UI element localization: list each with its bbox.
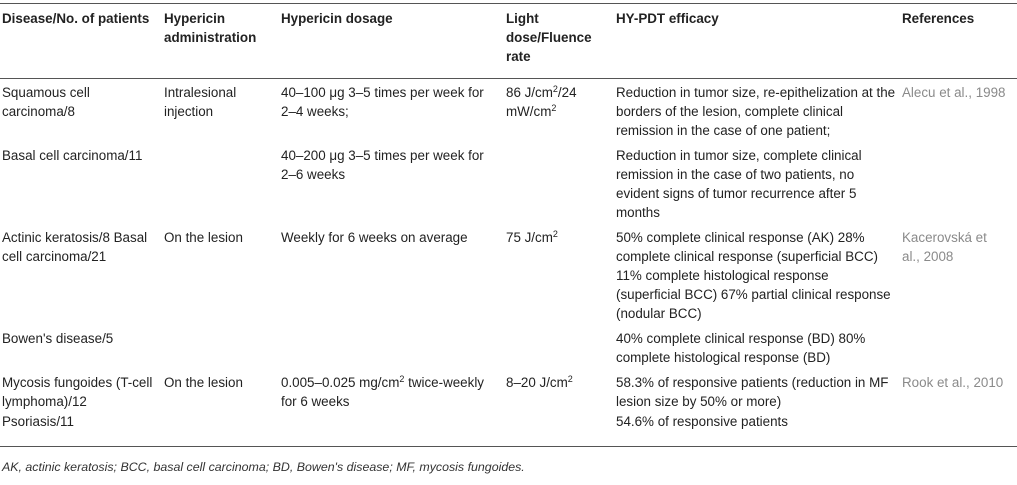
column-header: Light dose/Fluence rate: [506, 11, 592, 64]
dosage-text: twice-weekly for 6 weeks: [281, 375, 484, 409]
light-dose-cell: [506, 411, 616, 431]
efficacy-cell: 40% complete clinical response (BD) 80% complete histological response (BD): [616, 331, 866, 365]
reference-cell: [902, 411, 1014, 431]
disease-cell: Bowen's disease/5: [2, 331, 114, 346]
light-dose-cell: [506, 222, 616, 323]
disease-cell: Psoriasis/11: [2, 414, 74, 429]
light-dose-cell: [506, 323, 616, 367]
table-row: [2, 222, 1014, 323]
administration-cell: [164, 323, 281, 367]
superscript: 2: [551, 103, 557, 113]
bottom-rule: [0, 446, 1017, 447]
light-dose-text: 8–20 J/cm: [506, 375, 568, 390]
dosage-cell: [281, 411, 506, 431]
disease-cell: Squamous cell carcinoma/8: [2, 85, 90, 119]
disease-cell: Actinic keratosis/8 Basal cell carcinoma/21: [2, 230, 148, 264]
dosage-cell: 40–200 μg 3–5 times per week for 2–6 weeks: [281, 148, 484, 182]
superscript: 2: [552, 229, 558, 239]
administration-cell: On the lesion: [164, 375, 243, 390]
column-header: Hypericin dosage: [281, 11, 393, 26]
dosage-cell: Weekly for 6 weeks on average: [281, 230, 468, 245]
dosage-cell: [281, 323, 506, 367]
column-header: Hypericin administration: [164, 11, 257, 45]
light-dose-cell: [506, 78, 616, 140]
table-row: [2, 367, 1014, 411]
efficacy-cell: 58.3% of responsive patients (reduction in MF lesion size by 50% or more): [616, 375, 889, 409]
header-row: [2, 9, 1014, 78]
table-footnote: AK, actinic keratosis; BCC, basal cell carcinoma; BD, Bowen's disease; MF, mycosis fungoides.: [2, 460, 525, 474]
administration-cell: [164, 140, 281, 222]
reference-cell: [902, 323, 1014, 367]
dosage-cell: [281, 367, 506, 411]
hypericin-pdt-table: [2, 9, 1014, 431]
light-dose-text: 75 J/cm: [506, 230, 553, 245]
column-header: References: [902, 11, 975, 26]
reference-cell: [902, 140, 1014, 222]
light-dose-cell: [506, 367, 616, 411]
superscript: 2: [399, 374, 405, 384]
disease-cell: Mycosis fungoides (T-cell lymphoma)/12: [2, 375, 153, 409]
reference-cell: Kacerovská et al., 2008: [902, 230, 987, 264]
reference-cell: Alecu et al., 1998: [902, 85, 1006, 100]
superscript: 2: [552, 84, 558, 94]
column-header: HY-PDT efficacy: [616, 11, 719, 26]
light-dose-cell: [506, 140, 616, 222]
table-row: [2, 140, 1014, 222]
top-rule: [0, 3, 1017, 4]
administration-cell: [164, 411, 281, 431]
light-dose-text: 86 J/cm: [506, 85, 553, 100]
light-dose-text: /24 mW/cm: [506, 85, 577, 119]
column-header: Disease/No. of patients: [2, 11, 150, 26]
reference-cell: Rook et al., 2010: [902, 375, 1004, 390]
superscript: 2: [567, 374, 573, 384]
disease-cell: Basal cell carcinoma/11: [2, 148, 143, 163]
table-row: [2, 411, 1014, 431]
efficacy-cell: Reduction in tumor size, re-epithelization at the borders of the lesion, complete clinical remission in the case of one patient;: [616, 85, 896, 138]
administration-cell: On the lesion: [164, 230, 243, 245]
administration-cell: Intralesional injection: [164, 85, 237, 119]
efficacy-cell: 50% complete clinical response (AK) 28% complete clinical response (superficial BCC) 11% complete histological response (superficial BCC) 67% partial clinical response (nodular BCC): [616, 230, 891, 321]
dosage-cell: 40–100 μg 3–5 times per week for 2–4 weeks;: [281, 85, 484, 119]
efficacy-cell: Reduction in tumor size, complete clinical remission in the case of two patients, no evident signs of tumor recurrence after 5 months: [616, 148, 862, 220]
efficacy-cell: 54.6% of responsive patients: [616, 414, 788, 429]
table-row: [2, 78, 1014, 140]
table-row: [2, 323, 1014, 367]
dosage-text: 0.005–0.025 mg/cm: [281, 375, 400, 390]
